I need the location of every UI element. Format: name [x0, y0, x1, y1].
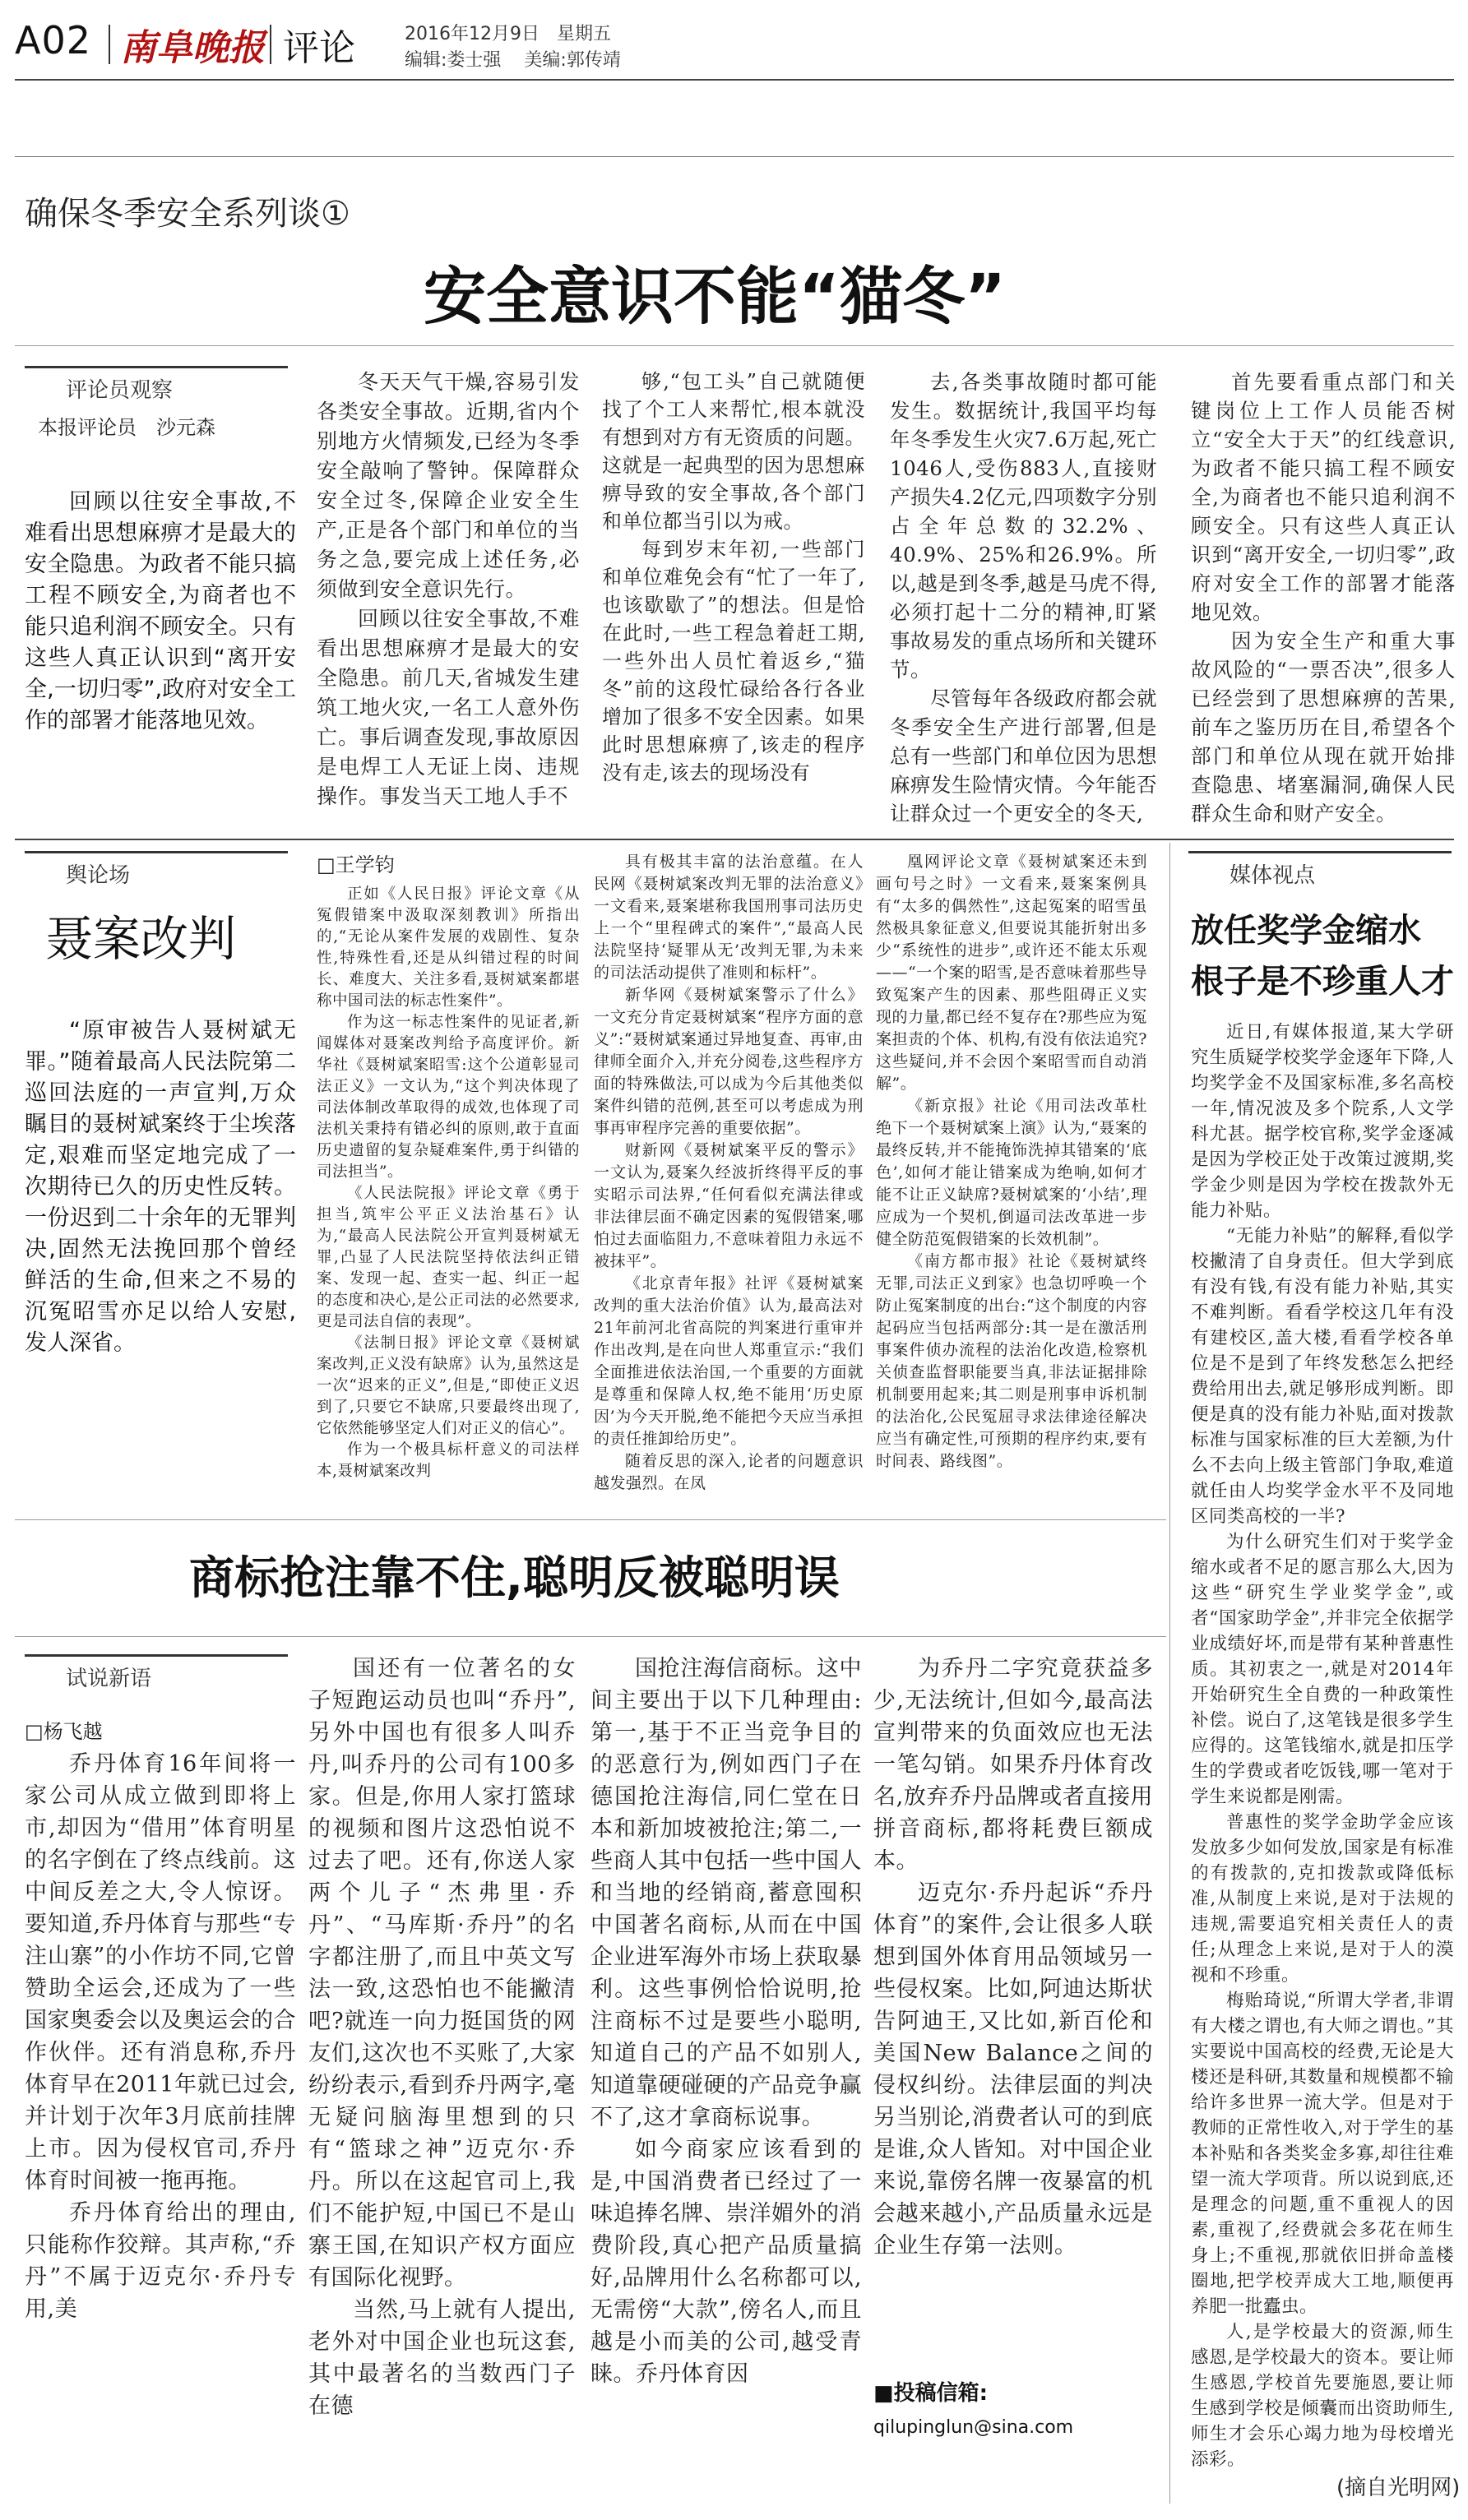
paragraph: 正如《人民日报》评论文章《从冤假错案中汲取深刻教训》所指出的,“无论从案件发展的戏剧性、复杂性,特殊性看,还是从纠错过程的时间长、难度大、关注多看,聂树斌案都堪称中国司法的标志性案件”。	[317, 885, 580, 1010]
paragraph: 凰网评论文章《聂树斌案还未到画句号之时》一文看来,聂案案例具有“太多的偶然性”,这起冤案的昭雪虽然极具象征意义,但要说其能折射出多少“系统性的进步”,或许还不能太乐观——“一个案的昭雪,是否意味着那些导致冤案产生的因素、那些阻碍正义实现的力量,都已经不复存在?那些应为冤案担责的个体、机构,有没有依法追究?这些疑问,并不会因个案昭雪而自动消解”。	[876, 853, 1147, 1093]
article1-title: 安全意识不能“猫冬”	[424, 260, 1006, 333]
paragraph: 《南方都市报》社论《聂树斌终无罪,司法正义到家》也急切呼唤一个防止冤案制度的出台:“这个制度的内容起码应当包括两部分:其一是在激活刑事案件侦办流程的法治化改造,检察机关侦查监督职能要当真,非法证据排除机制要用起来;其二则是刑事申诉机制的法治化,公民冤屈寻求法律途径解决应当有确定性,可预期的程序约束,要有时间表、路线图”。	[876, 1252, 1147, 1470]
paragraph: 因为安全生产和重大事故风险的“一票否决”,很多人已经尝到了思想麻痹的苦果,前车之鉴历历在目,希望各个部门和单位从现在就开始排查隐患、堵塞漏洞,确保人民群众生命和财产安全。	[1191, 629, 1456, 825]
designer: 美编:郭传靖	[524, 50, 621, 71]
column-divider	[1169, 843, 1170, 2504]
paragraph: 每到岁末年初,一些部门和单位难免会有“忙了一年了,也该歇歇了”的想法。但是恰在此时,一些工程急着赶工期,一些外出人员忙着返乡,“猫冬”前的这段忙碌给各行各业增加了很多不安全因素。如果此时思想麻痹了,该走的程序没有走,该去的现场没有	[602, 538, 865, 784]
date: 2016年12月9日	[405, 24, 540, 44]
article4-top-rule	[15, 1519, 1166, 1520]
paragraph: 国抢注海信商标。这中间主要出于以下几种理由:第一,基于不正当竞争目的的恶意行为,例如西门子在德国抢注海信,同仁堂在日本和新加坡被抢注;第二,一些商人其中包括一些中国人和当地的经销商,蓄意囤积中国著名商标,从而在中国企业进军海外市场上获取暴利。这些事例恰恰说明,抢注商标不过是要些小聪明,知道自己的产品不如别人,知道靠硬碰硬的产品竞争赢不了,这才拿商标说事。	[590, 1656, 862, 2130]
article3-body	[1191, 1020, 1454, 2475]
article3-title-line2: 根子是不珍重人才	[1191, 963, 1454, 1001]
series-title: 确保冬季安全系列谈①	[25, 195, 350, 233]
paragraph: “无能力补贴”的解释,看似学校撇清了自身责任。但大学到底有没有钱,有没有能力补贴,其实不难判断。看看学校这几年有没有建校区,盖大楼,看看学校各单位是不是到了年终发愁怎么把经费给用出去,就足够形成判断。即便是真的没有能力补贴,面对拨款标准与国家标准的巨大差额,为什么不去向上级主管部门争取,难道就任由人均奖学金水平不及同地区同类高校的一半?	[1191, 1226, 1454, 1527]
article1-byline: 本报评论员 沙元森	[38, 416, 215, 439]
paragraph: 尽管每年各级政府都会就冬季安全生产进行部署,但是总有一些部门和单位因为思想麻痹发生险情灾情。今年能否让群众过一个更安全的冬天,	[890, 687, 1157, 825]
paragraph: 冬天天气干燥,容易引发各类安全事故。近期,省内个别地方火情频发,已经为冬季安全敲响了警钟。保障群众安全过冬,保障企业安全生产,正是各个部门和单位的当务之急,要完成上述任务,必须做到安全意识先行。	[317, 370, 580, 601]
issue-date	[405, 20, 611, 45]
column-label-opinion-field: 舆论场	[25, 851, 288, 889]
column-label-media-view: 媒体视点	[1188, 851, 1452, 889]
paragraph: 《人民法院报》评论文章《勇于担当,筑牢公平正义法治基石》认为,“最高人民法院公开宣判聂树斌无罪,凸显了人民法院坚持依法纠正错案、发现一起、查实一起、纠正一起的态度和决心,是公正司法的必然要求,更是司法自信的表现”。	[317, 1185, 580, 1330]
paragraph: 随着反思的深入,论者的问题意识越发强烈。在凤	[594, 1452, 864, 1492]
article1-bottom-rule	[15, 839, 1454, 840]
article3-title-line1: 放任奖学金缩水	[1191, 912, 1421, 950]
article1-top-rule	[15, 345, 1454, 346]
article4-title-rule	[15, 1636, 1166, 1637]
article4-byline: □杨飞越	[25, 1720, 103, 1743]
article1-column-3	[890, 368, 1157, 828]
paragraph: 新华网《聂树斌案警示了什么》一文充分肯定聂树斌案“程序方面的意义”:“聂树斌案通过异地复查、再审,由律师全面介入,并充分阅卷,这些程序方面的特殊做法,可以成为今后其他类似案件纠错的范例,甚至可以考虑成为刑事再审程序完善的重要依据”。	[594, 986, 864, 1137]
article1-column-4	[1191, 368, 1456, 828]
article2-column-1	[317, 884, 580, 1513]
editor: 编辑:娄士强	[405, 50, 502, 71]
article3-source: (摘自光明网)	[1336, 2476, 1461, 2500]
article4-column-1	[25, 1748, 296, 2508]
masthead-rule	[15, 79, 1454, 81]
masthead-rule-thin	[15, 156, 1454, 157]
article1-summary: 回顾以往安全事故,不难看出思想麻痹才是最大的安全隐患。为政者不能只搞工程不顾安全,为商者也不能只追利润不顾安全。只有这些人真正认识到“离开安全,一切归零”,政府对安全工作的部署才能落地见效。	[25, 489, 296, 733]
paragraph: 回顾以往安全事故,不难看出思想麻痹才是最大的安全隐患。前几天,省城发生建筑工地火灾,一名工人意外伤亡。事后调查发现,事故原因是电焊工人无证上岗、违规操作。事发当天工地人手不	[317, 607, 580, 808]
paragraph: 梅贻琦说,“所谓大学者,非谓有大楼之谓也,有大师之谓也。”其实要说中国高校的经费,无论是大楼还是科研,其数量和规模都不输给许多世界一流大学。但是对于教师的正常性收入,对于学生的基本补贴和各类奖金多寡,却往往难望一流大学项背。所以说到底,还是理念的问题,重不重视人的因素,重视了,经费就会多花在师生身上;不重视,那就依旧拼命盖楼圈地,把学校弄成大工地,顺便再养肥一批蠹虫。	[1191, 1991, 1454, 2317]
paragraph: 乔丹体育16年间将一家公司从成立做到即将上市,却因为“借用”体育明星的名字倒在了终点线前。这中间反差之大,令人惊讶。要知道,乔丹体育与那些“专注山寨”的小作坊不同,它曾赞助全运会,还成为了一些国家奥委会以及奥运会的合作伙伴。还有消息称,乔丹体育早在2011年就已过会,并计划于次年3月底前挂牌上市。因为侵权官司,乔丹体育时间被一拖再拖。	[25, 1751, 296, 2194]
paragraph: 具有极其丰富的法治意蕴。在人民网《聂树斌案改判无罪的法治意义》一文看来,聂案堪称我国刑事司法历史上一个“里程碑式的案件”,“最高人民法院坚持‘疑罪从无’改判无罪,为未来的司法活动提供了准则和标杆”。	[594, 853, 864, 982]
column-label-new-words: 试说新语	[25, 1654, 288, 1692]
paragraph: 乔丹体育给出的理由,只能称作狡辩。其声称,“乔丹”不属于迈克尔·乔丹专用,美	[25, 2200, 296, 2322]
paragraph: 作为这一标志性案件的见证者,新闻媒体对聂案改判给予高度评价。新华社《聂树斌案昭雪:这个公道彰显司法正义》一文认为,“这个判决体现了司法体制改革取得的成效,也体现了司法机关秉持有错必纠的原则,敢于直面历史遗留的复杂疑难案件,勇于纠错的司法担当”。	[317, 1014, 580, 1181]
article1-column-1	[317, 368, 580, 828]
masthead-divider	[109, 25, 110, 64]
paragraph: 近日,有媒体报道,某大学研究生质疑学校奖学金逐年下降,人均奖学金不及国家标准,多名高校一年,情况波及多个院系,人文学科尤甚。据学校官称,奖学金逐减是因为学校正处于改策过渡期,奖学金少则是因为学校在拨款外无能力补贴。	[1191, 1022, 1454, 1221]
paragraph: 国还有一位著名的女子短跑运动员也叫“乔丹”,另外中国也有很多人叫乔丹,叫乔丹的公司有100多家。但是,你用人家打篮球的视频和图片这恐怕说不过去了吧。还有,你送人家两个儿子“杰弗里·乔丹”、“马库斯·乔丹”的名字都注册了,而且中英文写法一致,这恐怕也不能撇清吧?就连一向力挺国货的网友们,这次也不买账了,大家纷纷表示,看到乔丹两字,毫无疑问脑海里想到的只有“篮球之神”迈克尔·乔丹。所以在这起官司上,我们不能护短,中国已不是山寨王国,在知识产权方面应有国际化视野。	[308, 1656, 576, 2291]
paragraph: 去,各类事故随时都可能发生。数据统计,我国平均每年冬季发生火灾7.6万起,死亡1046人,受伤883人,直接财产损失4.2亿元,四项数字分别占全年总数的32.2%、40.9%、25%和26.9%。所以,越是到冬季,越是马虎不得,必须打起十二分的精神,盯紧事故易发的重点场所和关键环节。	[890, 370, 1157, 682]
article4-title: 商标抢注靠不住,聪明反被聪明误	[189, 1551, 840, 1604]
article2-byline: □王学钧	[317, 853, 395, 876]
paragraph: 作为一个极具标杆意义的司法样本,聂树斌案改判	[317, 1441, 580, 1480]
page-number: A02	[15, 18, 92, 62]
section-name: 评论	[283, 27, 355, 69]
article4-column-2	[308, 1653, 576, 2508]
paragraph: 普惠性的奖学金助学金应该发放多少如何发放,国家是有标准的有拨款的,克扣拨款或降低标准,从制度上来说,是对于法规的违规,需要追究相关责任人的责任;从理念上来说,是对于人的漠视和不珍重。	[1191, 1812, 1454, 1986]
paragraph: 《新京报》社论《用司法改革杜绝下一个聂树斌案上演》认为,“聂案的最终反转,并不能掩饰洗掉其错案的‘底色’,如何才能让错案成为绝响,如何才能不让正义缺席?聂树斌案的‘小结’,理应成为一个契机,倒逼司法改革进一步健全防范冤假错案的长效机制”。	[876, 1097, 1147, 1248]
paragraph: 够,“包工头”自己就随便找了个工人来帮忙,根本就没有想到对方有无资质的问题。这就是一起典型的因为思想麻痹导致的安全事故,各个部门和单位都当引以为戒。	[602, 370, 865, 533]
paragraph: 如今商家应该看到的是,中国消费者已经过了一味追捧名牌、崇洋媚外的消费阶段,真心把产品质量搞好,品牌用什么名称都可以,无需傍“大款”,傍名人,而且越是小而美的公司,越受青睐。乔丹体育因	[590, 2137, 862, 2387]
paragraph: 为乔丹二字究竟获益多少,无法统计,但如今,最高法宣判带来的负面效应也无法一笔勾销。如果乔丹体育改名,放弃乔丹品牌或者直接用拼音商标,都将耗费巨额成本。	[873, 1656, 1153, 1874]
submission-email[interactable]: qilupinglun@sina.com	[873, 2417, 1074, 2438]
article4-column-4	[873, 1653, 1153, 2351]
paragraph: 《北京青年报》社评《聂树斌案改判的重大法治价值》认为,最高法对21年前河北省高院的判案进行重审并作出改判,是在向世人郑重宣示:“我们全面推进依法治国,一个重要的方面就是尊重和保障人权,绝不能用‘历史原因’为今天开脱,绝不能把今天应当承担的责任推卸给历史”。	[594, 1274, 864, 1448]
paragraph: 为什么研究生们对于奖学金缩水或者不足的愿言那么大,因为这些“研究生学业奖学金”,或者“国家助学金”,并非完全依据学业成绩好坏,而是带有某种普惠性质。其初衷之一,就是对2014年开始研究生全自费的一种政策性补偿。说白了,这笔钱是很多学生应得的。这笔钱缩水,就是扣压学生的学费或者吃饭钱,哪一笔对于学生来说都是刚需。	[1191, 1532, 1454, 1807]
article2-column-2	[594, 851, 864, 1513]
paragraph: 当然,马上就有人提出,老外对中国企业也玩这套,其中最著名的当数西门子在德	[308, 2297, 576, 2419]
paragraph: 首先要看重点部门和关键岗位上工作人员能否树立“安全大于天”的红线意识,为政者不能只搞工程不顾安全,为商者也不能只追利润不顾安全。只有这些人真正认识到“离开安全,一切归零”,政府对安全工作的部署才能落地见效。	[1191, 370, 1456, 624]
paragraph: 人,是学校最大的资源,师生感恩,是学校最大的资本。要让师生感恩,学校首先要施恩,要让师生感到学校是倾囊而出资助师生,师生才会乐心竭力地为母校增光添彩。	[1191, 2322, 1454, 2470]
masthead-divider	[270, 25, 271, 64]
article4-column-3	[590, 1653, 862, 2508]
article2-summary: “原审被告人聂树斌无罪。”随着最高人民法院第二巡回法庭的一声宣判,万众瞩目的聂树斌案终于尘埃落定,艰难而坚定地完成了一次期待已久的历史性反转。一份迟到二十余年的无罪判决,固然无法挽回那个曾经鲜活的生命,但来之不易的沉冤昭雪亦足以给人安慰,发人深省。	[25, 1018, 296, 1356]
paragraph: 财新网《聂树斌案平反的警示》一文认为,聂案久经波折终得平反的事实昭示司法界,“任何看似充满法律或非法律层面不确定因素的冤假错案,哪怕过去面临阻力,不意味着阻力永远不被抹平”。	[594, 1141, 864, 1270]
article1-column-2	[602, 368, 865, 828]
newspaper-logo: 南阜晚报	[120, 27, 265, 69]
article2-column-3	[876, 851, 1147, 1513]
paragraph: 《法制日报》评论文章《聂树斌案改判,正义没有缺席》认为,虽然这是一次“迟来的正义”,但是,“即使正义迟到了,只要它不缺席,只要最终出现了,它依然能够坚定人们对正义的信心”。	[317, 1334, 580, 1437]
submission-label: ■投稿信箱:	[873, 2381, 988, 2406]
column-label-commentator: 评论员观察	[25, 366, 288, 404]
weekday: 星期五	[556, 24, 611, 44]
editor-credits	[405, 46, 621, 72]
paragraph: 迈克尔·乔丹起诉“乔丹体育”的案件,会让很多人联想到国外体育用品领域另一些侵权案。比如,阿迪达斯状告阿迪王,又比如,新百伦和美国New Balance之间的侵权纠纷。法律层面的判决另当别论,消费者认可的到底是谁,众人皆知。对中国企业来说,靠傍名牌一夜暴富的机会越来越小,产品质量永远是企业生存第一法则。	[873, 1880, 1153, 2259]
article2-title: 聂案改判	[45, 911, 237, 967]
